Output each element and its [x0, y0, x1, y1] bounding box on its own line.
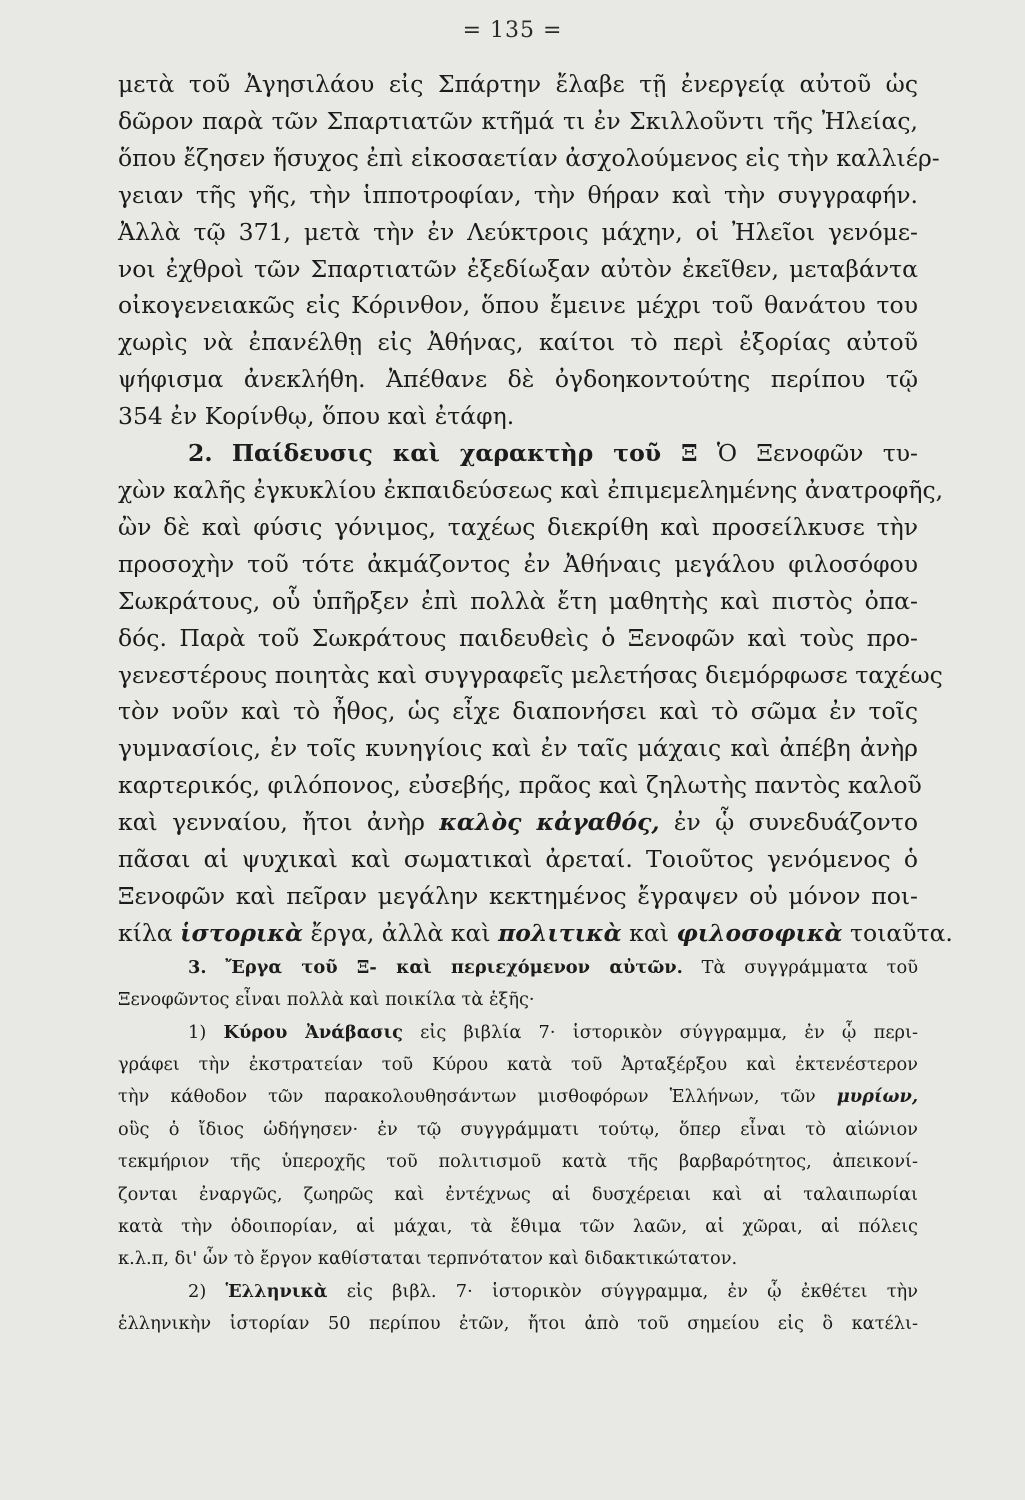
text-line: δός. Παρὰ τοῦ Σωκράτους παιδευθεὶς ὁ Ξενοφῶν καὶ τοὺς προ-	[118, 623, 918, 652]
text-line: γυμνασίοις, ἐν τοῖς κυνηγίοις καὶ ἐν ταῖς μάχαις καὶ ἀπέβη ἀνὴρ	[118, 734, 918, 763]
text-line: Ξενοφῶν καὶ πεῖραν μεγάλην κεκτημένος ἔγραψεν οὐ μόνον ποι-	[118, 881, 918, 910]
text-line: γενεστέρους ποιητὰς καὶ συγγραφεῖς μελετήσας διεμόρφωσε ταχέως	[118, 660, 943, 689]
text-line	[118, 1081, 918, 1113]
text-fragment: καὶ	[629, 918, 669, 947]
section-number: 3.	[188, 956, 207, 978]
text-line: ἑλληνικὴν ἱστορίαν 50 περίπου ἐτῶν, ἤτοι ἀπὸ τοῦ σημείου εἰς ὃ κατέλι-	[118, 1313, 918, 1335]
section-number: 2.	[188, 439, 213, 468]
section-2	[118, 435, 953, 952]
text-fragment: τοιαῦτα.	[850, 918, 953, 947]
text-line: χὼν καλῆς ἐγκυκλίου ἐκπαιδεύσεως καὶ ἐπιμεμελημένης ἀνατροφῆς,	[118, 475, 944, 504]
text-line: νοι ἐχθροὶ τῶν Σπαρτιατῶν ἐξεδίωξαν αὐτὸν ἐκεῖθεν, μεταβάντα	[118, 254, 918, 283]
emphasis-kalos-kagathos: καλὸς κἀγαθός,	[439, 808, 660, 837]
text-line: ὢν δὲ καὶ φύσις γόνιμος, ταχέως διεκρίθη καὶ προσείλκυσε τὴν	[118, 512, 918, 541]
section-heading-line	[118, 435, 918, 472]
emphasis-philosophika: φιλοσοφικὰ	[676, 918, 843, 947]
emphasis-historika: ἱστορικὰ	[180, 918, 304, 947]
text-line: γειαν τῆς γῆς, τὴν ἱπποτροφίαν, τὴν θήραν καὶ τὴν συγγραφήν.	[118, 180, 918, 209]
text-fragment: εἰς βιβλία 7· ἱστορικὸν σύγγραμμα, ἐν ᾧ περι-	[420, 1021, 918, 1043]
text-line: πᾶσαι αἱ ψυχικαὶ καὶ σωματικαὶ ἀρεταί. Τοιοῦτος γενόμενος ὁ	[118, 845, 918, 874]
text-fragment: κίλα	[118, 918, 173, 947]
section-heading: Παίδευσις καὶ χαρακτὴρ τοῦ Ξ	[231, 439, 698, 468]
text-line: ψήφισμα ἀνεκλήθη. Ἀπέθανε δὲ ὀγδοηκοντούτης περίπου τῷ	[118, 365, 918, 394]
text-fragment: εἰς βιβλ. 7· ἱστορικὸν σύγγραμμα, ἐν ᾧ ἐκθέτει τὴν	[346, 1280, 918, 1302]
list-item-line	[118, 1017, 918, 1049]
paragraph-1	[118, 66, 940, 435]
item-title: Κύρου Ἀνάβασις	[223, 1021, 403, 1043]
text-line	[118, 804, 918, 841]
text-fragment: ἔργα, ἀλλὰ καὶ	[310, 918, 491, 947]
text-line: οὓς ὁ ἴδιος ὡδήγησεν· ἐν τῷ συγγράμματι τούτῳ, ὅπερ εἶναι τὸ αἰώνιον	[118, 1118, 918, 1140]
text-line: τεκμήριον τῆς ὑπεροχῆς τοῦ πολιτισμοῦ κατὰ τῆς βαρβαρότητος, ἀπεικονί-	[118, 1151, 918, 1173]
text-fragment: καὶ γενναίου, ἤτοι ἀνὴρ	[118, 808, 425, 837]
text-body	[118, 66, 953, 1341]
text-line: Ἀλλὰ τῷ 371, μετὰ τὴν ἐν Λεύκτροις μάχην, οἱ Ἠλεῖοι γενόμε-	[118, 217, 918, 246]
text-line: κ.λ.π, δι' ὧν τὸ ἔργον καθίσταται τερπνότατον καὶ διδακτικώτατον.	[118, 1248, 738, 1270]
section-3	[118, 952, 918, 1341]
text-line: ζονται ἐναργῶς, ζωηρῶς καὶ ἐντέχνως αἱ δυσχέρειαι καὶ αἱ ταλαιπωρίαι	[118, 1183, 918, 1205]
text-line: γράφει τὴν ἐκστρατείαν τοῦ Κύρου κατὰ τοῦ Ἀρταξέρξου καὶ ἐκτενέστερον	[118, 1053, 918, 1075]
item-title: Ἑλληνικὰ	[225, 1280, 328, 1302]
text-line: Ξενοφῶντος εἶναι πολλὰ καὶ ποικίλα τὰ ἑξῆς·	[118, 989, 535, 1011]
text-fragment: ἐν ᾧ συνεδυάζοντο	[673, 808, 918, 837]
text-line: ὅπου ἔζησεν ἥσυχος ἐπὶ εἰκοσαετίαν ἀσχολούμενος εἰς τὴν καλλιέρ-	[118, 143, 940, 172]
item-label: 1)	[188, 1021, 207, 1043]
page-number: = 135 =	[462, 18, 563, 43]
text-line: δῶρον παρὰ τῶν Σπαρτιατῶν κτῆμά τι ἐν Σκιλλοῦντι τῆς Ἠλείας,	[118, 106, 918, 135]
text-line: κατὰ τὴν ὁδοιπορίαν, αἱ μάχαι, τὰ ἔθιμα τῶν λαῶν, αἱ χῶραι, αἱ πόλεις	[118, 1216, 918, 1237]
section-heading: Ἔργα τοῦ Ξ- καὶ περιεχόμενον αὐτῶν.	[225, 956, 683, 978]
text-line	[118, 915, 953, 952]
emphasis-politika: πολιτικὰ	[498, 918, 622, 947]
text-fragment: τὴν κάθοδον τῶν παρακολουθησάντων μισθοφόρων Ἑλλήνων, τῶν	[118, 1086, 816, 1108]
text-fragment: Ὁ Ξενοφῶν τυ-	[716, 439, 918, 468]
text-fragment: Τὰ συγγράμματα τοῦ	[701, 956, 918, 978]
text-line: 354 ἐν Κορίνθῳ, ὅπου καὶ ἐτάφη.	[118, 402, 515, 431]
text-line: καρτερικός, φιλόπονος, εὐσεβής, πρᾶος καὶ ζηλωτὴς παντὸς καλοῦ	[118, 771, 922, 800]
text-line: Σωκράτους, οὗ ὑπῆρξεν ἐπὶ πολλὰ ἔτη μαθητὴς καὶ πιστὸς ὀπα-	[118, 586, 918, 615]
text-line: τὸν νοῦν καὶ τὸ ἦθος, ὡς εἶχε διαπονήσει καὶ τὸ σῶμα ἐν τοῖς	[118, 697, 918, 726]
item-label: 2)	[188, 1280, 207, 1302]
list-item-line	[118, 1276, 918, 1308]
section-heading-line	[118, 952, 918, 984]
emphasis-myrion: μυρίων,	[836, 1086, 919, 1108]
text-line: μετὰ τοῦ Ἀγησιλάου εἰς Σπάρτην ἔλαβε τῇ ἐνεργείᾳ αὐτοῦ ὡς	[118, 70, 918, 98]
text-line: χωρὶς νὰ ἐπανέλθῃ εἰς Ἀθήνας, καίτοι τὸ περὶ ἐξορίας αὐτοῦ	[118, 328, 918, 357]
text-line: οἰκογενειακῶς εἰς Κόρινθον, ὅπου ἔμεινε μέχρι τοῦ θανάτου του	[118, 291, 918, 320]
text-line: προσοχὴν τοῦ τότε ἀκμάζοντος ἐν Ἀθήναις μεγάλου φιλοσόφου	[118, 549, 918, 578]
